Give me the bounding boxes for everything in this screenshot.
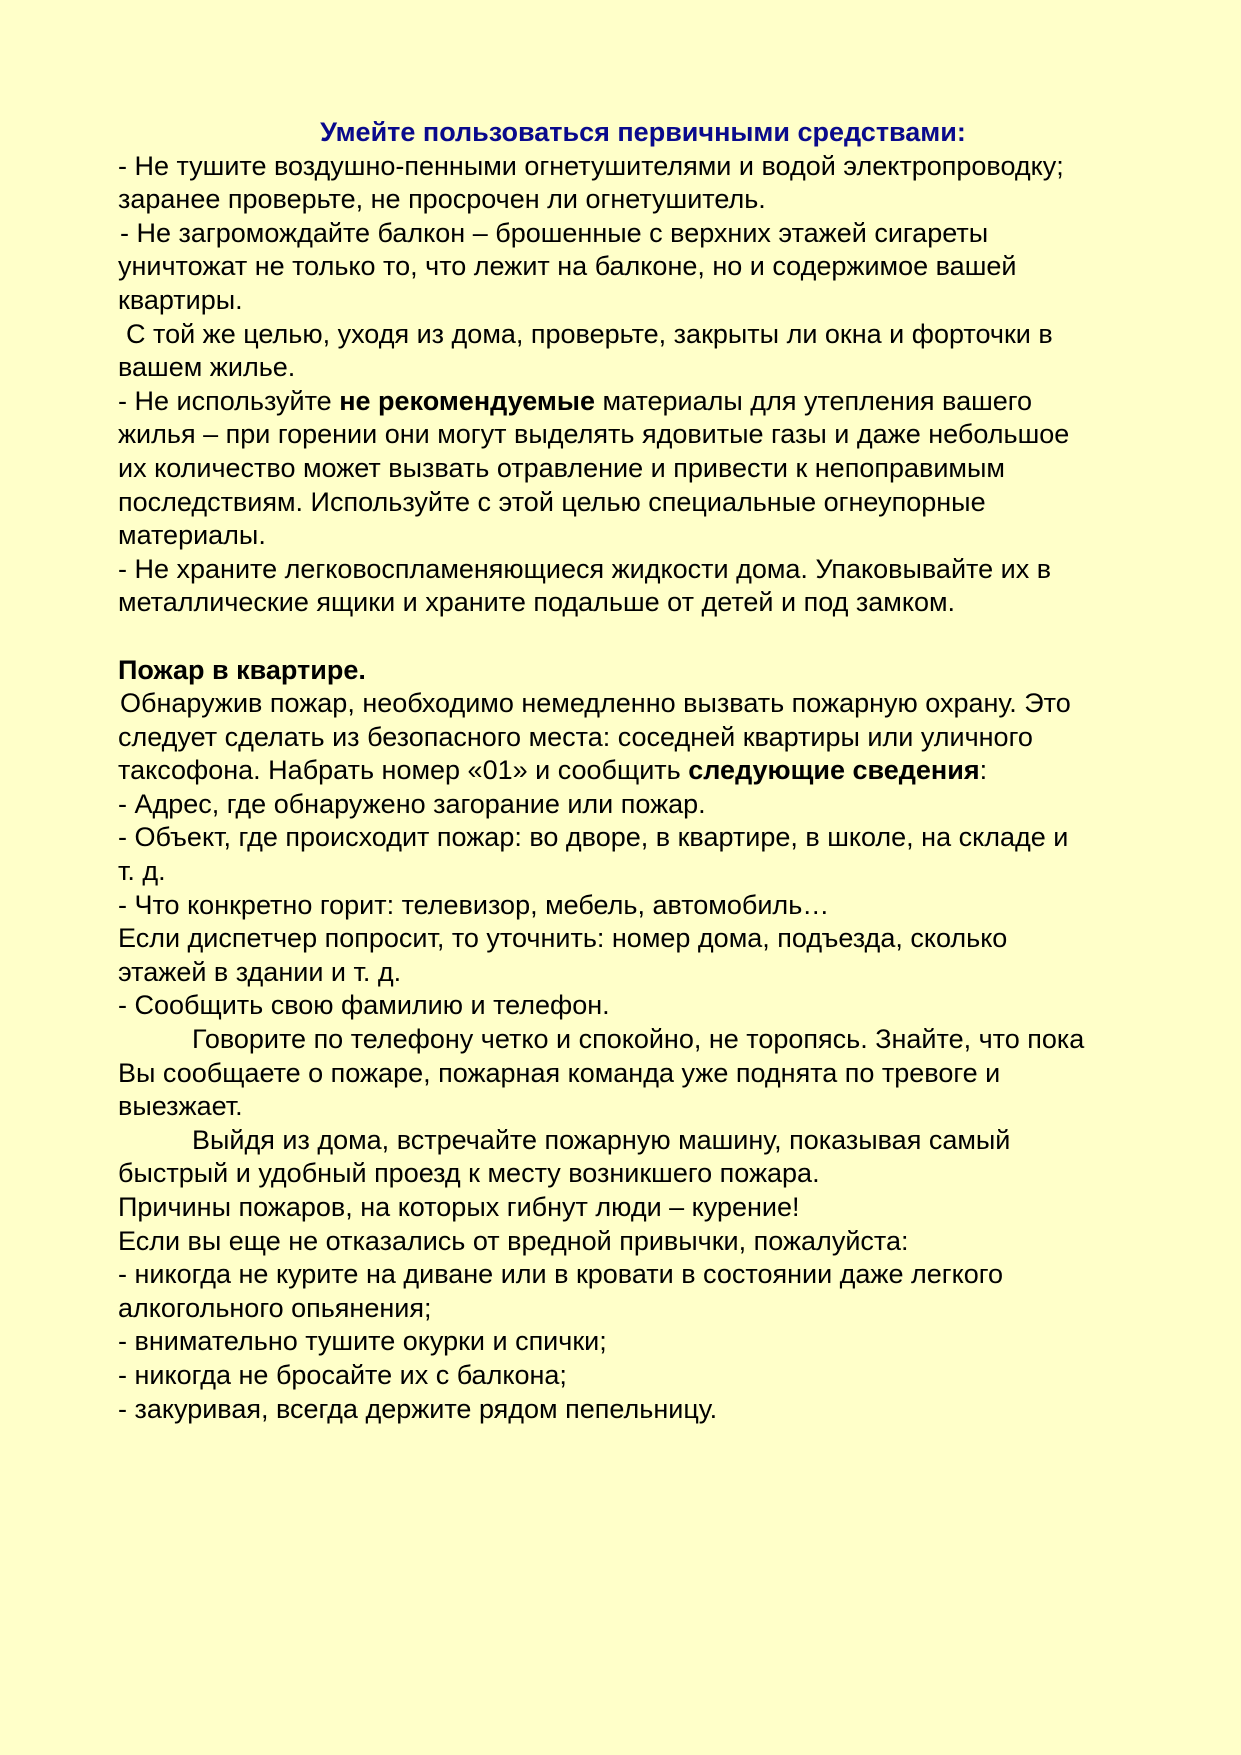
- document-title: Умейте пользоваться первичными средствами:: [320, 117, 966, 147]
- text-line: - внимательно тушите окурки и спички;: [118, 1326, 607, 1357]
- section-heading: Пожар в квартире.: [118, 654, 366, 685]
- text-run: :: [979, 755, 988, 786]
- text-line: жилья – при горении они могут выделять ядовитые газы и даже небольшое: [118, 419, 1070, 450]
- text-line-info: [118, 754, 1178, 788]
- bold-emphasis: не рекомендуемые: [339, 385, 595, 416]
- text-line: - Адрес, где обнаружено загорание или пожар.: [118, 788, 706, 819]
- text-line: металлические ящики и храните подальше от детей и под замком.: [118, 587, 956, 618]
- text-line: квартиры.: [118, 284, 243, 315]
- text-line: последствиям. Используйте с этой целью специальные огнеупорные: [118, 486, 986, 517]
- text-line: этажей в здании и т. д.: [118, 956, 402, 987]
- text-line: Выйдя из дома, встречайте пожарную машину, показывая самый: [192, 1124, 1011, 1155]
- text-line: - закуривая, всегда держите рядом пепельницу.: [118, 1393, 718, 1424]
- text-run: таксофона. Набрать номер «01» и сообщить: [118, 755, 689, 786]
- text-line: их количество может вызвать отравление и привести к непоправимым: [118, 452, 1005, 483]
- text-line: вашем жилье.: [118, 352, 296, 383]
- text-line: С той же целью, уходя из дома, проверьте, закрыты ли окна и форточки в: [126, 318, 1053, 349]
- text-line: Вы сообщаете о пожаре, пожарная команда уже поднята по тревоге и: [118, 1057, 1001, 1088]
- text-line: - Сообщить свою фамилию и телефон.: [118, 990, 610, 1021]
- text-line: Если вы еще не отказались от вредной привычки, пожалуйста:: [118, 1225, 909, 1256]
- text-line: заранее проверьте, не просрочен ли огнетушитель.: [118, 184, 766, 215]
- text-line: Причины пожаров, на которых гибнут люди – курение!: [118, 1192, 800, 1222]
- text-line: выезжает.: [118, 1091, 243, 1122]
- text-line: - никогда не курите на диване или в кровати в состоянии даже легкого: [118, 1259, 1004, 1290]
- text-line: - никогда не бросайте их с балкона;: [118, 1359, 567, 1390]
- text-line: Говорите по телефону четко и спокойно, не торопясь. Знайте, что пока: [192, 1024, 1085, 1055]
- text-line: т. д.: [118, 856, 166, 887]
- text-line: Если диспетчер попросит, то уточнить: номер дома, подъезда, сколько: [118, 923, 1008, 954]
- text-run: - Не используйте: [118, 385, 340, 416]
- text-line: следует сделать из безопасного места: соседней квартиры или уличного: [118, 721, 1033, 752]
- text-line: - Не тушите воздушно-пенными огнетушителями и водой электропроводку;: [118, 150, 1064, 181]
- text-line: - Объект, где происходит пожар: во дворе, в квартире, в школе, на складе и: [118, 822, 1069, 853]
- text-line: алкогольного опьянения;: [118, 1292, 432, 1323]
- text-line: уничтожат не только то, что лежит на балконе, но и содержимое вашей: [118, 251, 1017, 282]
- text-line: Обнаружив пожар, необходимо немедленно вызвать пожарную охрану. Это: [120, 688, 1071, 719]
- text-line: материалы.: [118, 520, 266, 551]
- text-line: - Не загромождайте балкон – брошенные с верхних этажей сигареты: [120, 217, 989, 248]
- document-page: [118, 116, 1178, 1426]
- text-run: материалы для утепления вашего: [594, 385, 1033, 416]
- text-line: - Что конкретно горит: телевизор, мебель, автомобиль…: [118, 889, 830, 920]
- paragraph-gap: [118, 620, 1178, 654]
- text-line: - Не храните легковоспламеняющиеся жидкости дома. Упаковывайте их в: [118, 553, 1052, 584]
- bold-emphasis: следующие сведения: [688, 755, 980, 786]
- text-line-recommended: [118, 385, 1178, 419]
- text-line: быстрый и удобный проезд к месту возникшего пожара.: [118, 1158, 820, 1189]
